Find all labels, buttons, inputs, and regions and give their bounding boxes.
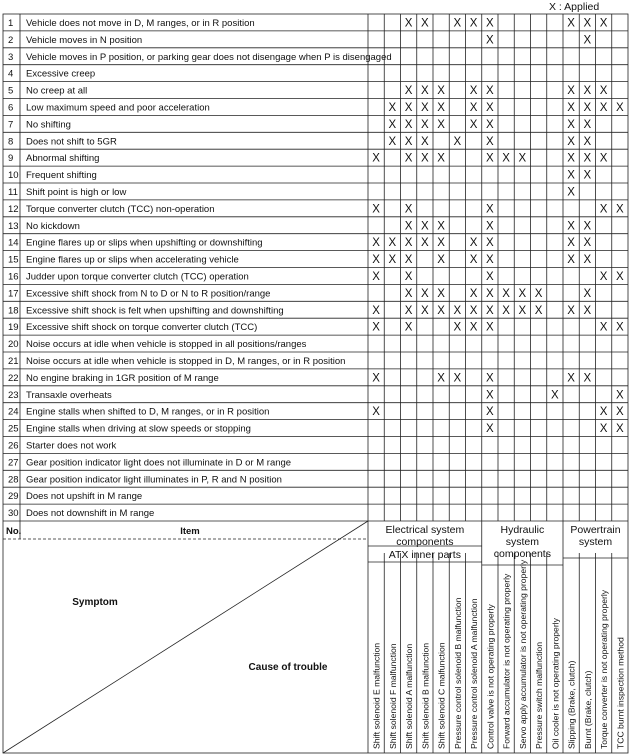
applied-mark: X — [583, 85, 592, 98]
applied-mark: X — [486, 102, 494, 114]
applied-mark: X — [486, 321, 494, 334]
applied-mark: X — [486, 254, 494, 267]
applied-mark: X — [583, 220, 592, 233]
applied-mark: X — [551, 389, 559, 402]
applied-mark: X — [437, 254, 445, 267]
row-number: 8 — [8, 136, 14, 148]
applied-mark: X — [616, 406, 624, 419]
row-number: 9 — [8, 153, 14, 165]
applied-mark: X — [404, 287, 413, 300]
applied-mark: X — [567, 17, 575, 30]
applied-mark: X — [486, 304, 494, 317]
applied-mark: X — [388, 118, 397, 131]
applied-mark: X — [469, 237, 478, 250]
applied-mark: X — [486, 203, 494, 216]
applied-mark: X — [518, 287, 527, 300]
row-number: 2 — [8, 34, 14, 46]
applied-mark: X — [437, 102, 445, 114]
row-number: 12 — [8, 203, 19, 215]
applied-mark: X — [388, 135, 397, 148]
applied-mark: X — [567, 135, 575, 148]
column-label: Shift solenoid C malfunction — [436, 642, 447, 749]
applied-mark: X — [502, 304, 510, 317]
applied-mark: X — [372, 321, 380, 334]
row-item-label: No kickdown — [26, 220, 80, 232]
applied-mark: X — [421, 220, 429, 233]
applied-mark: X — [567, 85, 575, 98]
applied-mark: X — [599, 102, 608, 114]
applied-mark: X — [421, 102, 429, 114]
applied-mark: X — [583, 237, 592, 250]
header-group-hydraulic: Hydraulic — [500, 524, 545, 536]
row-item-label: Excessive shift shock is felt when upshifting and downshifting — [26, 305, 284, 317]
column-label: Shift solenoid B malfunction — [420, 642, 431, 749]
column-label: Slipping (Brake, clutch) — [566, 660, 577, 749]
header-no: No. — [6, 526, 22, 537]
applied-mark: X — [486, 287, 494, 300]
row-number: 17 — [8, 288, 19, 300]
applied-mark: X — [372, 203, 380, 216]
applied-mark: X — [486, 17, 494, 30]
applied-mark: X — [486, 34, 494, 47]
applied-mark: X — [486, 271, 494, 283]
row-number: 11 — [8, 187, 18, 198]
row-number: 4 — [8, 68, 14, 80]
header-group-electrical: components — [396, 536, 454, 548]
applied-mark: X — [372, 254, 380, 267]
row-number: 27 — [8, 457, 19, 469]
row-number: 18 — [8, 305, 19, 317]
applied-mark: X — [469, 17, 478, 30]
column-label: Pressure switch malfunction — [534, 642, 545, 749]
applied-mark: X — [437, 152, 445, 165]
applied-mark: X — [486, 220, 494, 233]
applied-mark: X — [599, 17, 608, 30]
applied-mark: X — [372, 237, 380, 250]
header-subgroup: ATX inner parts — [388, 549, 461, 561]
row-item-label: Engine stalls when driving at slow speeds or stopping — [26, 423, 251, 435]
applied-mark: X — [469, 321, 478, 334]
applied-mark: X — [486, 85, 494, 98]
applied-mark: X — [372, 152, 380, 165]
applied-mark: X — [599, 406, 608, 419]
column-label: Control valve is not operating properly — [485, 604, 496, 749]
applied-mark: X — [486, 237, 494, 250]
applied-legend: X : Applied — [549, 1, 600, 13]
applied-mark: X — [421, 237, 429, 250]
column-label: Pressure control solenoid B malfunction — [452, 597, 463, 749]
row-item-label: Gear position indicator light illuminates in P, R and N position — [26, 474, 282, 486]
applied-mark: X — [469, 304, 478, 317]
row-number: 22 — [8, 372, 19, 384]
applied-mark: X — [567, 254, 575, 267]
header-cause: Cause of trouble — [248, 662, 328, 673]
applied-mark: X — [388, 237, 397, 250]
applied-mark: X — [437, 287, 445, 300]
applied-mark: X — [469, 287, 478, 300]
row-item-label: Noise occurs at idle when vehicle is stopped in all positions/ranges — [26, 339, 307, 351]
header-item: Item — [180, 526, 200, 537]
column-label: Pressure control solenoid A malfunction — [469, 598, 480, 749]
header-group-electrical: Electrical system — [385, 524, 465, 536]
row-item-label: Starter does not work — [26, 440, 117, 452]
header-group-powertrain: Powertrain — [570, 524, 621, 536]
applied-mark: X — [567, 237, 575, 250]
applied-mark: X — [404, 17, 413, 30]
applied-mark: X — [453, 135, 462, 148]
row-item-label: Vehicle moves in P position, or parking gear does not disengage when P is disengaged — [26, 51, 392, 63]
applied-mark: X — [404, 271, 413, 283]
applied-mark: X — [567, 186, 575, 199]
applied-mark: X — [599, 321, 608, 334]
row-number: 23 — [8, 389, 19, 401]
column-label: Torque converter is not operating properly — [599, 589, 610, 749]
applied-mark: X — [404, 237, 413, 250]
applied-mark: X — [567, 304, 575, 317]
row-item-label: Vehicle does not move in D, M ranges, or in R position — [26, 18, 255, 29]
row-item-label: Engine flares up or slips when accelerating vehicle — [26, 254, 239, 266]
applied-mark: X — [421, 287, 429, 300]
column-label: Burnt (Brake, clutch) — [582, 670, 593, 749]
row-item-label: Does not shift to 5GR — [26, 136, 117, 148]
row-item-label: Gear position indicator light does not illuminate in D or M range — [26, 457, 292, 469]
applied-mark: X — [599, 271, 608, 283]
applied-mark: X — [486, 389, 494, 402]
applied-mark: X — [518, 152, 527, 165]
row-number: 1 — [8, 18, 14, 29]
column-label: Shift solenoid A malfunction — [404, 643, 415, 749]
row-number: 21 — [8, 356, 19, 367]
applied-mark: X — [421, 118, 429, 131]
applied-mark: X — [404, 321, 413, 334]
applied-mark: X — [567, 169, 575, 182]
applied-mark: X — [567, 152, 575, 165]
applied-mark: X — [469, 85, 478, 98]
applied-mark: X — [583, 118, 592, 131]
applied-mark: X — [616, 271, 624, 283]
applied-mark: X — [437, 118, 445, 131]
applied-mark: X — [404, 203, 413, 216]
row-item-label: Low maximum speed and poor acceleration — [26, 102, 210, 114]
applied-mark: X — [567, 220, 575, 233]
applied-mark: X — [599, 203, 608, 216]
row-item-label: Excessive creep — [26, 68, 96, 80]
applied-mark: X — [453, 304, 462, 317]
row-item-label: No creep at all — [26, 85, 88, 97]
row-number: 6 — [8, 102, 14, 114]
row-item-label: Transaxle overheats — [26, 389, 112, 401]
applied-mark: X — [388, 254, 397, 267]
applied-mark: X — [404, 118, 413, 131]
applied-mark: X — [372, 372, 380, 385]
applied-mark: X — [404, 135, 413, 148]
applied-mark: X — [502, 152, 510, 165]
applied-mark: X — [616, 102, 624, 114]
applied-mark: X — [534, 304, 543, 317]
row-item-label: No engine braking in 1GR position of M range — [26, 372, 219, 384]
row-number: 7 — [8, 119, 14, 131]
row-number: 15 — [8, 254, 19, 266]
row-item-label: Judder upon torque converter clutch (TCC) operation — [26, 271, 249, 283]
applied-mark: X — [567, 118, 575, 131]
applied-mark: X — [502, 287, 510, 300]
applied-mark: X — [404, 220, 413, 233]
row-item-label: Noise occurs at idle when vehicle is stopped in D, M ranges, or in R position — [26, 356, 346, 367]
applied-mark: X — [421, 135, 429, 148]
applied-mark: X — [583, 254, 592, 267]
header-group-hydraulic: components — [493, 548, 551, 560]
applied-mark: X — [518, 304, 527, 317]
applied-mark: X — [421, 152, 429, 165]
applied-mark: X — [486, 135, 494, 148]
applied-mark: X — [421, 85, 429, 98]
applied-mark: X — [583, 102, 592, 114]
row-number: 20 — [8, 339, 19, 351]
row-item-label: Does not downshift in M range — [26, 508, 155, 520]
row-number: 30 — [8, 508, 19, 520]
applied-mark: X — [372, 406, 380, 419]
row-number: 29 — [8, 491, 19, 503]
column-label: Servo apply accumulator is not operating properly — [517, 559, 528, 749]
applied-mark: X — [583, 169, 592, 182]
row-item-label: Abnormal shifting — [26, 153, 100, 165]
header-group-hydraulic: system — [505, 536, 540, 548]
applied-mark: X — [404, 254, 413, 267]
row-item-label: Engine stalls when shifted to D, M ranges, or in R position — [26, 406, 270, 418]
row-item-label: Vehicle moves in N position — [26, 34, 143, 46]
header-group-powertrain: system — [578, 536, 613, 548]
row-item-label: Excessive shift shock on torque converter clutch (TCC) — [26, 322, 258, 334]
applied-mark: X — [583, 287, 592, 300]
row-item-label: Does not upshift in M range — [26, 491, 143, 503]
applied-mark: X — [599, 152, 608, 165]
applied-mark: X — [616, 423, 624, 436]
applied-mark: X — [486, 372, 494, 385]
row-item-label: No shifting — [26, 119, 71, 131]
row-number: 25 — [8, 423, 19, 435]
applied-mark: X — [486, 423, 494, 436]
applied-mark: X — [616, 321, 624, 334]
applied-mark: X — [404, 102, 413, 114]
column-label: TCC burnt inspection method — [615, 637, 626, 749]
applied-mark: X — [437, 220, 445, 233]
applied-mark: X — [404, 85, 413, 98]
applied-mark: X — [469, 118, 478, 131]
applied-mark: X — [583, 152, 592, 165]
applied-mark: X — [453, 17, 462, 30]
applied-mark: X — [583, 135, 592, 148]
applied-mark: X — [437, 372, 445, 385]
applied-mark: X — [599, 423, 608, 436]
row-number: 13 — [8, 220, 19, 232]
row-number: 3 — [8, 51, 14, 63]
applied-mark: X — [583, 372, 592, 385]
applied-mark: X — [469, 102, 478, 114]
column-label: Forward accumulator is not operating properly — [501, 573, 512, 749]
applied-mark: X — [567, 102, 575, 114]
applied-mark: X — [372, 271, 380, 283]
applied-mark: X — [453, 372, 462, 385]
row-number: 26 — [8, 440, 19, 452]
header-symptom: Symptom — [72, 597, 118, 608]
applied-mark: X — [486, 152, 494, 165]
applied-mark: X — [534, 287, 543, 300]
applied-mark: X — [404, 304, 413, 317]
row-number: 5 — [8, 85, 14, 97]
row-item-label: Shift point is high or low — [26, 187, 127, 198]
applied-mark: X — [437, 304, 445, 317]
row-number: 28 — [8, 474, 19, 486]
applied-mark: X — [453, 321, 462, 334]
applied-mark: X — [486, 118, 494, 131]
header-diagonal — [3, 521, 368, 753]
applied-mark: X — [583, 304, 592, 317]
applied-mark: X — [404, 152, 413, 165]
applied-mark: X — [616, 389, 624, 402]
applied-mark: X — [583, 17, 592, 30]
applied-mark: X — [583, 34, 592, 47]
applied-mark: X — [469, 254, 478, 267]
row-number: 10 — [8, 170, 19, 182]
applied-mark: X — [599, 85, 608, 98]
applied-mark: X — [616, 203, 624, 216]
applied-mark: X — [421, 17, 429, 30]
column-label: Shift solenoid F malfunction — [387, 643, 398, 749]
row-item-label: Frequent shifting — [26, 170, 97, 182]
row-number: 16 — [8, 271, 19, 283]
applied-mark: X — [421, 304, 429, 317]
row-item-label: Torque converter clutch (TCC) non-operation — [26, 203, 215, 215]
row-number: 24 — [8, 406, 19, 418]
applied-mark: X — [567, 372, 575, 385]
row-number: 14 — [8, 237, 19, 249]
applied-mark: X — [372, 304, 380, 317]
applied-mark: X — [486, 406, 494, 419]
row-number: 19 — [8, 322, 19, 334]
column-label: Shift solenoid E malfunction — [371, 642, 382, 749]
row-item-label: Excessive shift shock from N to D or N to R position/range — [26, 288, 271, 300]
applied-mark: X — [437, 85, 445, 98]
row-item-label: Engine flares up or slips when upshifting or downshifting — [26, 237, 263, 249]
column-label: Oil cooler is not operating properly — [550, 618, 561, 749]
applied-mark: X — [437, 237, 445, 250]
applied-mark: X — [388, 102, 397, 114]
